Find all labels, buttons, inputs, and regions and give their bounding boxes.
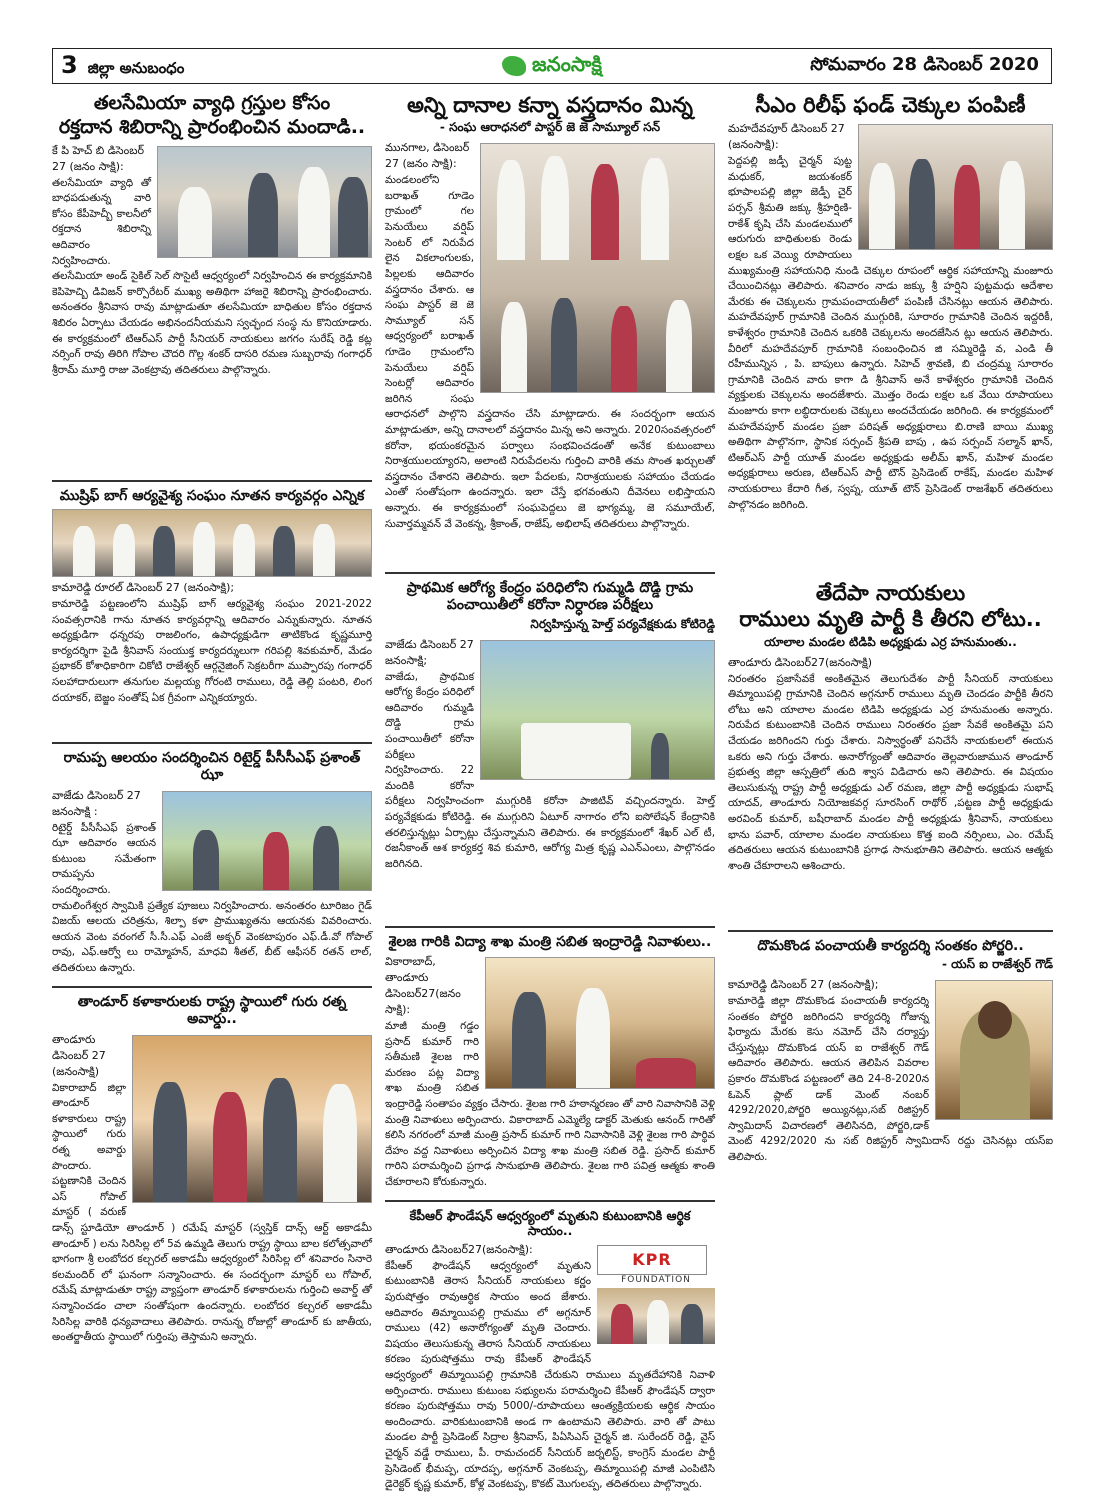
article-corona-tests — [385, 566, 715, 916]
kpr-logo-sub: FOUNDATION — [621, 1274, 691, 1285]
divider — [385, 1200, 715, 1202]
person-figure — [338, 177, 368, 257]
article-cm-relief-fund — [728, 92, 1053, 562]
kpr-logo — [597, 1245, 707, 1275]
person-figure — [153, 1082, 187, 1202]
divider — [385, 572, 715, 574]
headline-line-2: రక్తదాన శిబిరాన్ని ప్రారంభించిన మందాడి.. — [58, 115, 366, 138]
article-clothes-donation — [385, 92, 715, 562]
article-body: మండలంలోని బరాఖత్ గూడెం గ్రామంలో గల పెనుయేలు వర్షిప్ సెంటర్ లో నిరుపేద లైన వికలాంగులకు, పిల్లలకు ఆదివారం వస్త్రదానం చేశారు. ఆ సంఘ పాస్టర్ జె జె సామ్యూల్ సన్ ఆధ్వర్యంలో బరాఖత్ గూడెం గ్రామంలోని పెనుయేలు వర్షిప్ సెంటర్లో ఆదివారం జరిగిన సంఘ ఆరాధనలో పాల్గొని వస్త్రదానం చేసి మాట్లాడారు. ఈ సందర్భంగా ఆయన మాట్లాడుతూ, అన్ని దానాలలో వస్త్రదానం మిన్న అని అన్నారు. 2020సంవత్సరంలో కరోనా, భయంకరమైన పర్వాలు సంభవించడంతో అనేక కుటుంబాలు నిరాశ్రయులయ్యారని, అలాంటి నిరుపేదలను గుర్తించి వారికి తమ సొంత ఖర్చులతో వస్త్రదానం చేశారని తెలిపారు. ఇలా పేదలకు, నిరాశ్రయులకు సహాయం చేయడం ఎంతో సంతోషంగా ఉందన్నారు. ఇలా చేస్తే భగవంతుని దీవెనలు లభిస్తాయని అన్నారు. ఈ కార్యక్రమంలో సంఘపెద్దలు జె భాగ్యమ్మ, జె సమూయేల్, సువార్తమ్మవన్ వే వెంకన్న, శ్రీకాంత్, రాజేష్, అభిలాష్ తదితరులు పాల్గొన్నారు. — [385, 174, 715, 530]
person-figure — [193, 522, 215, 576]
subheadline: - సంఘ ఆరాధనలో పాస్టర్ జె జె సామ్యూల్ సన్ — [439, 120, 661, 135]
article-kpr-foundation — [385, 1194, 715, 1491]
dateline: తాండూరు డిసెంబర్ 27 (జనంసాక్షి) — [52, 1032, 106, 1078]
person-figure — [193, 830, 219, 890]
headline: తేదేపా నాయకులు — [815, 581, 966, 605]
article-ramappa — [52, 736, 372, 976]
person-figure — [512, 992, 546, 1088]
dateline: తాండూరు డిసెంబర్27(జనంసాక్షి): — [385, 1242, 533, 1256]
dateline: వాజేడు డిసెంబర్ 27 జనంసాక్షి : — [52, 788, 141, 818]
person-figure — [497, 160, 525, 260]
article-body: కేపీఆర్ ఫౌండేషన్ ఆధ్వర్యంలో మృతుని కుటుంబానికి తెరాస సీనియర్ నాయకులు కర్ణం పురుషోత్తం రావుఆర్థిక సాయం అంద జేశారు. ఆదివారం తిమ్మాయిపల్లి గ్రామము లో అగ్గనూర్ రాములు (42) అనారోగ్యంతో మృతి చెందారు. విషయం తెలుసుకున్న తెరాస సీనియర్ నాయకులు కరణం పురుషోత్తము రావు కేపీఆర్ ఫౌండేషన్ ఆధ్వర్యంలో తిమ్మాయిపల్లి గ్రామానికి చేరుకుని రాములు మృతదేహానికి నివాళి అర్పించారు. రాములు కుటుంబ సభ్యులను పరామర్శించి కేపీఆర్ ఫౌండేషన్ ద్వారా కరణం పురుషోత్తము రావు 5000/-రూపాయలు ఆంత్యక్రియలకు ఆర్థిక సాయం అందించారు. వారికుటుంబానికి అండ గా ఉంటామని తెలిపారు. వారి తో పాటు మండల పార్టీ ప్రెసిడెంట్ సిద్రాల శ్రీనివాస్, పిఏసిఎస్ చైర్మన్ జి. సురేందర్ రెడ్డి, వైస్ చైర్మన్ వడ్డే రాములు, పీ. రామచందర్ సీనియర్ జర్నలిస్ట్, కాంగ్రెస్ మండల పార్టీ ప్రెసిడెంట్ భీమప్ప, యాదప్ప, అగ్గనూర్ వెంకటప్ప, తిమ్మాయిపల్లి మాజీ ఎంపిటిసి డైరెక్టర్ కృష్ణ కుమార్, కోళ్ల వెంకటప్ప, కొకట్ మొగులప్ప, తదితరులు పాల్గొన్నారు. — [385, 1259, 715, 1491]
person-figure — [313, 524, 335, 576]
headline: ప్రాథమిక ఆరోగ్య కేంద్రం పరిధిలోని గుమ్మడి దొడ్డి గ్రామ — [406, 579, 694, 596]
person-figure — [576, 988, 610, 1088]
photo-kpr — [597, 1288, 715, 1344]
person-figure — [113, 524, 135, 576]
dateline: మునగాల, డిసెంబర్ 27 (జనం సాక్షి): — [385, 141, 470, 171]
dateline: కామారెడ్డి రూరల్ డిసెంబర్ 27 (జనంసాక్షి); — [52, 581, 235, 594]
person-figure — [233, 524, 255, 576]
face-shape — [978, 1001, 1012, 1039]
headline-line-2: పంచాయితీలో కరోనా నిర్ధారణ పరీక్షలు — [446, 597, 654, 613]
person-figure — [178, 187, 212, 257]
article-body: రిటైర్డ్ పీసీసీఎఫ్ ప్రశాంత్ ఝా ఆదివారం ఆయన కుటుంబ సమేతంగా రామప్పను సందర్శించారు. రామలింగేశ్వర స్వామికి ప్రత్యేక పూజలు నిర్వహించారు. అనంతరం టూరిజం గైడ్ విజయ్ ఆలయ చరిత్రను, శిల్పా కళా ప్రాముఖ్యతను ఆయనకు వివరించారు. ఆయన వెంట వరంగల్ సీ.సీ.ఎఫ్ ఎంజే అక్బర్ వెంకటాపురం ఎఫ్.డీ.వో గోపాల్ రావు, ఎఫ్.ఆర్వో లు రామ్మోహన్, మాధవి శీతల్, బీట్ ఆఫీసర్ రతన్ లాల్, తదితరులు ఉన్నారు. — [52, 821, 372, 974]
person-figure — [909, 159, 935, 249]
article-body: వాజేడు, ప్రాథమిక ఆరోగ్య కేంద్రం పరిధిలో ఆదివారం గుమ్మడి దొడ్డి గ్రామ పంచాయితీలో కరోనా పరీక్షలు నిర్వహించారు. 22 మందికి కరోనా పరీక్షలు నిర్వహించంగా ముగ్గురికి కరోనా పాజిటివ్ వచ్చిందన్నారు. హెల్త్ పర్యవేక్షకుడు కోటిరెడ్డి. ఈ ముగ్గురిని ఏటూర్ నాగారం లోని ఐసోలేషన్ కేంద్రానికి తరలిస్తున్నట్లు ఏర్పాట్లు చేస్తున్నామని తెలిపారు. ఈ కార్యక్రమంలో శేఖర్ ఎల్ టీ, రజనీకాంత్ ఆశ కార్యకర్త శివ కుమారి, ఆరోగ్య మిత్ర కృష్ణ ఎఎన్ఎంలు, పాల్గొనడం జరిగినది. — [385, 670, 715, 870]
divider — [52, 742, 372, 744]
masthead-left — [53, 51, 452, 81]
masthead — [52, 48, 1052, 84]
flowers-shape — [636, 1058, 696, 1088]
logo-text: జనంసాక్షి — [532, 51, 602, 76]
headline-line-2: రాములు మృతి పార్టీ కి తీరని లోటు.. — [739, 607, 1042, 632]
headline: రామప్ప ఆలయం సందర్శించిన రిటైర్డ్ పీసీసీఎఫ్ ప్రశాంత్ ఝా — [63, 749, 361, 783]
headline: దొమకొండ పంచాయతీ కార్యదర్శి సంతకం పోర్జరి.. — [757, 937, 1024, 954]
headline: ముష్రిఫ్ బాగ్ ఆర్యవైశ్య సంఘం నూతన కార్యవర్గం ఎన్నిక — [59, 487, 365, 504]
kpr-logo-text: KPR — [632, 1250, 672, 1270]
section-name: జిల్లా అనుబంధం — [87, 59, 185, 77]
person-figure — [263, 1078, 297, 1202]
person-figure — [551, 298, 577, 392]
dateline: వాజేడు డిసెంబర్ 27 జనంసాక్షి; — [385, 637, 474, 667]
headline: తలసేమియా వ్యాధి గ్రస్తుల కోసం — [93, 92, 331, 114]
person-figure — [666, 300, 692, 392]
kpr-logo-block — [597, 1245, 715, 1349]
issue-date: సోమవారం 28 డిసెంబర్ 2020 — [810, 53, 1039, 75]
photo-church-event — [480, 143, 715, 393]
dateline: కామారెడ్డి డిసెంబర్ 27 (జనంసాక్షి); — [728, 978, 879, 991]
person-figure — [954, 165, 980, 249]
page-number: 3 — [61, 51, 78, 79]
article-body: తలసేమియా వ్యాధి తో బాధపడుతున్న వారి కోసం కేపీహెచ్బీ కాలనీలో రక్తదాన శిబిరాన్ని ఆదివారం నిర్వహించారు. తలసేమియా అండ్ సైకిల్ సెల్ సొసైటీ ఆధ్వర్యంలో నిర్వహించిన ఈ కార్యక్రమానికి కెపిహెచ్బి డివిజన్ కార్పొరేటర్ ముఖ్య అతిథిగా హాజరై శిబిరాన్ని ప్రారంభించారు. అనంతరం శ్రీనివాస రావు మాట్లాడుతూ తలసేమియా బాధితుల కోసం రక్తదాన శిబిరం ఏర్పాటు చేయడం అభినందనీయమని స్వచ్ఛంద సంస్థ ను కొనియాడారు. ఈ కార్యక్రమంలో టిఆర్ఎస్ పార్టీ సీనియర్ నాయకులు జగగం సురేష్ రెడ్డి కట్ల నర్సింగ్ రావు తిరిగి గోపాల చౌదరి గొల్ల శంకర్ దాసరి రమణ సుబ్బరావు గంగాధర్ శ్రీరామ్ మూర్తి రాజు వెంకట్రావు తదితరులు పాల్గొన్నారు. — [52, 176, 372, 376]
headline: కేపీఆర్ ఫౌండేషన్ ఆధ్వర్యంలో మృతుని కుటుంబానికి ఆర్థిక సాయం.. — [409, 1207, 691, 1239]
person-figure — [681, 1304, 703, 1344]
person-figure — [73, 526, 95, 576]
person-figure — [611, 1304, 633, 1344]
newspaper-logo — [452, 52, 652, 81]
dateline: తాండూరు డిసెంబర్27(జనంసాక్షి) — [728, 655, 873, 669]
person-figure — [323, 1084, 357, 1202]
article-body: కామారెడ్డి పట్టణంలోని ముష్రిఫ్ బాగ్ ఆర్యవైశ్య సంఘం 2021-2022 సంవత్సరానికి గాను నూతన కార్యవర్గాన్ని ఆదివారం ఎన్నుకున్నారు. నూతన అధ్యక్షుడిగా ధన్నరపు రాజలింగం, ఉపాధ్యక్షుడిగా తాటికొండ కృష్ణమూర్తి కార్యదర్శిగా పైడి శ్రీనివాస్ సంయుక్త కార్యదర్శులుగా గరిపల్లి శివకుమార్, మేడం ప్రభాకర్ కోశాధికారిగా చికోటి రాజేశ్వర్ ఆర్గనైజింగ్ సెక్రటరీగా ముప్పారపు గంగాధర్ సలహాదారులుగా తనుగుల మల్లయ్య గోరంటి రాములు, రెడ్డి తెల్లి పంటరి, లింగ దయాకర్, బెజ్జం సంతోష్ ఏక గ్రీవంగా ఎన్నికయ్యారు. — [52, 598, 372, 704]
person-figure — [248, 173, 278, 257]
dateline: కే పి హెచ్ బి డిసెంబర్ 27 (జనం సాక్షి): — [52, 143, 144, 173]
headline: సీఎం రిలీఫ్ ఫండ్ చెక్కుల పంపిణీ — [755, 93, 1026, 117]
photo-tribute — [485, 957, 715, 1089]
telangana-map-icon — [502, 56, 526, 76]
photo-blood-donation — [157, 146, 372, 258]
person-figure — [651, 733, 669, 779]
photo-cheque-distribution — [858, 124, 1053, 250]
subheadline: నిర్వహిస్తున్న హెల్త్ పర్యవేక్షకుడు కోటిరెడ్డి — [530, 616, 715, 631]
photo-health-centre — [480, 640, 715, 780]
person-figure — [999, 161, 1025, 249]
person-figure — [273, 526, 295, 576]
person-figure — [591, 164, 619, 260]
headline: అన్ని దానాల కన్నా వస్త్రదానం మిన్న — [407, 93, 693, 117]
divider — [385, 926, 715, 928]
subheadline: యాలాల మండల టిడిపి అధ్యక్షుడు ఎర్ర హనుమంతు.. — [764, 634, 1017, 649]
person-figure — [313, 826, 339, 890]
dateline: మహదేవపూర్ డిసెంబర్ 27 (జనంసాక్షి): — [728, 122, 845, 152]
headline: తాండూర్ కళాకారులకు రాష్ట్ర స్థాయిలో గురు రత్న అవార్డు.. — [77, 993, 347, 1027]
article-body: నిరంతరం ప్రజాసేవకే అంకితమైన తెలుగుదేశం పార్టీ సీనియర్ నాయకులు తిమ్మాయిపల్లి గ్రామానికి చెందిన అగ్గనూర్ రాములు మృతి చెందడం పార్టీకి తీరని లోటు అని యాలాల మండల టిడిపి అధ్యక్షుడు ఎర్ర హనుమంతు అన్నారు. నిరుపేద కుటుంబానికి చెందిన రాములు నిరంతరం ప్రజా సేవకే అంకితమై పని చేయడం జరిగిందని గుర్తు చేశారు. నిస్వార్థంతో పనిచేసే నాయకులలో ఈయన ఒకరు అని గుర్తు చేశారు. అనారోగ్యంతో ఆదివారం తెల్లవారుజామున తాండూర్ ప్రభుత్వ జిల్లా ఆస్పత్రిలో తుది శ్వాస విడిచారు అని తెలిపారు. ఈ విషయం తెలుసుకున్న రాష్ట్ర పార్టీ అధ్యక్షుడు ఎల్ రమణ, జిల్లా పార్టీ అధ్యక్షుడు సుభాష్ యాదవ్, తాండూరు నియోజకవర్గ సూరసింగ్ రాథోర్ ,పట్టణ పార్టీ అధ్యక్షుడు అరవింద్ కుమార్, బషీరాబాద్ మండల పార్టీ అధ్యక్షుడు శ్రీనివాస్, నాయకులు భాను పవార్, యాలాల మండల నాయకులు కొత్త ఐంది నర్సింలు, ఎం. రమేష్ తదితరులు ఆయన కుటుంబానికి ప్రగాఢ సానుభూతిని తెలిపారు. ఆయన ఆత్మకు శాంతి చేకూరాలని ఆశించారు. — [728, 672, 1053, 872]
person-figure — [213, 1092, 247, 1202]
article-body: వికారాబాద్ జిల్లా తాండూర్ కళాకారులు రాష్ట్ర స్థాయిలో గురు రత్న అవార్డు పొందారు. పట్టణానికి చెందిన ఎస్ గోపాల్ మాస్టర్ ( వరుణ్ డాన్స్ స్టూడియో తాండూర్ ) రమేష్ మాస్టర్ (స్వస్తిక్ దాన్స్ ఆర్ట్ అకాడమీ తాండూర్ ) లను సిరిసిల్ల లో 5వ ఉమ్మడి తెలుగు రాష్ట్ర స్థాయి బాల కలోత్సవాలో భాగంగా శ్రీ లంబోదర కల్చరల్ అకాడమీ ఆధ్వర్యంలో సిరిసిల్ల లో శనివారం సినారె కలమందిర్ లో ఘనంగా సన్మానించారు. ఈ సందర్భంగా మాస్టర్ లు గోపాల్, రమేష్ మాట్లాడుతూ రాష్ట్ర వ్యాప్తంగా తాండూర్ కళాకారులను గుర్తించి అవార్డ్ తో సన్మానించడం చాలా సంతోషంగా ఉందన్నారు. లంబోదర కల్చరల్ అకాడమీ సిరిసిల్ల వారికి ధన్యవాదాలు తెలిపారు. రానున్న రోజుల్లో తాండూర్ కు జాతీయ, అంతర్జాతీయ స్థాయిలో గుర్తింపు తెస్తామని అన్నారు. — [52, 1081, 372, 1344]
divider — [728, 930, 1053, 932]
divider — [52, 986, 372, 988]
person-figure — [298, 167, 330, 257]
divider — [52, 480, 372, 482]
photo-temple-visit — [162, 791, 372, 891]
person-figure — [501, 302, 527, 392]
article-body: మాజీ మంత్రి గడ్డం ప్రసాద్ కుమార్ గారి సతీమణి శైలజ గారి మరణం పట్ల విద్యా శాఖ మంత్రి సబిత ఇంద్రారెడ్డి సంతాపం వ్యక్తం చేసారు. శైలజ గారి హఠాన్మరణం తో వారి నివాసానికి వెళ్లి మంత్రి నివాళులు అర్పించారు. వికారాబాద్ ఎమ్మెల్యే డాక్టర్ మెతుకు ఆనంద్ గారితో కలిసి నగరంలో మాజీ మంత్రి ప్రసాద్ కుమార్ గారి నివాసానికి వెళ్లి శైలజ గారి పార్థివ దేహం వద్ద నివాళులు అర్పించిన విద్యా శాఖ మంత్రి సబిత రెడ్డి. ప్రసాద్ కుమార్ గారిని పరామర్శించి ప్రగాఢ సానుభూతి తెలిపారు. శైలజ గారి పవిత్ర ఆత్మకు శాంతి చేకూరాలని కోరుకున్నారు. — [385, 1020, 715, 1189]
person-figure — [641, 158, 669, 260]
headline: శైలజ గారికి విద్యా శాఖ మంత్రి సబిత ఇంద్రారెడ్డి నివాళులు.. — [388, 933, 712, 950]
article-thalassemia — [52, 92, 372, 470]
article-signature-forgery — [728, 924, 1053, 1190]
person-figure — [647, 1300, 669, 1344]
photo-si-portrait — [935, 980, 1053, 1120]
photo-award-ceremony — [132, 1035, 372, 1203]
person-figure — [541, 156, 569, 260]
person-figure — [611, 306, 637, 392]
article-body: పెద్దపల్లి జడ్పీ చైర్మన్ పుట్ట మధుకర్, జయశంకర్ భూపాలపల్లి జిల్లా జెడ్పీ చైర్ పర్సన్ శ్రీమతి జక్కు శ్రీహర్షిణి-రాకేశ్ కృషి చేసి మండలములో ఆరుగురు బాధితులకు రెండు లక్షల ఒక వెయ్యి రూపాయలు ముఖ్యమంత్రి సహాయనిధి నుండి చెక్కుల రూపంలో ఆర్థిక సహాయాన్ని మంజూరు చేయించినట్లు తెలిపారు. శనివారం నాడు జక్కు శ్రీ హర్షిని పుట్టమధు ఆదేశాల మేరకు ఈ చెక్కులను గ్రామపంచాయతీలో పంపిణీ చేసినట్లు ఆయన తెలిపారు. మహదేవపూర్ గ్రామానికి చెందిన ముగ్గురికి, సూరారం గ్రామానికి చెందిన ఇద్దరికీ, కాళేశ్వరం గ్రామానికి చెందిన ఒకరికి చెక్కులను అందజేసిన ట్లు ఆయన తెలిపారు. వీరిలో మహదేవపూర్ గ్రామానికి సంబంధించిన జి సమ్మిరెడ్డి వ, ఎండి తీ రహీమున్నిస , పి. బాపులు ఉన్నారు. సిహెచ్ శ్రావణి, బి చంద్రమ్మ సూరారం గ్రామానికి చెందిన వారు కాగా డి శ్రీనివాస్ అనే కాళేశ్వరం గ్రామానికి చెందిన వ్యక్తులకు చెక్కులను అందజేశారు. మొత్తం రెండు లక్షల ఒక వేయి రూపాయలు మంజూరు కాగా లబ్ధిదారులకు చెక్కులు అందచేయడం జరిగింది. ఈ కార్యక్రమంలో మహదేవపూర్ మండల ప్రజా పరిషత్ అధ్యక్షురాలు బి.రాణి బాయి ముఖ్య అతిథిగా పాల్గొనగా, స్థానిక సర్పంచ్ శ్రీపతి బాపు , ఉప సర్పంచ్ సల్మాన్ ఖాన్, టిఆర్ఎస్ పార్టీ యూత్ మండల అధ్యక్షుడు అలీమ్ ఖాన్, మహిళ మండల అధ్యక్షురాలు అరుణ, టిఆర్ఎస్ పార్టీ టౌన్ ప్రెసిడెంట్ రాకేష్, మండల మహిళ నాయకురాలు కేదారి గీత, స్వప్న, యూత్ టౌన్ ప్రెసిడెంట్ రాజశేఖర్ తదితరులు పాల్గొనడం జరిగింది. — [728, 155, 1053, 511]
article-body: కామారెడ్డి జిల్లా దొమకొండ పంచాయతీ కార్యదర్శి సంతకం పోర్జరి జరిగిందని కార్యదర్శి గోజున్న ఫిర్యాదు మేరకు కెసు నమోద్ చేసి దర్యాప్తు చేస్తున్నట్లు దొమకొండ యస్ ఐ రాజేశ్వర్ గౌడ్ ఆదివారం తెలిపారు. ఆయన తెలిపిన వివరాల ప్రకారం దొమకొండ పట్టణంలో తెది 24-8-2020న ఓపెన్ ప్లాట్ డాక్ మెంట్ నంబర్ 4292/2020,పోర్జరి అయ్యినట్లు,సబ్ రిజిస్ట్రర్ స్వామిదాస్ విచారణలో తెలిసినది, పోర్జరి,డాక్ మెంట్ 4292/2020 ను సబ్ రిజిస్ట్రర్ స్వామిదాస్ రద్దు చెసినట్లు యస్ఐ తెలిపారు. — [728, 995, 1053, 1164]
article-guru-ratna-award — [52, 980, 372, 1380]
subheadline: - యస్ ఐ రాజేశ్వర్ గౌడ్ — [942, 957, 1053, 971]
dateline: వికారాబాద్, తాండూరు డిసెంబర్27(జనం సాక్షి): — [385, 955, 461, 1016]
photo-group — [52, 509, 372, 577]
article-arya-vysya — [52, 474, 372, 732]
person-figure — [263, 832, 289, 890]
person-figure — [153, 526, 175, 576]
building-shape — [521, 723, 631, 779]
article-tdp-leader — [728, 580, 1053, 920]
article-sailaja-tribute — [385, 920, 715, 1190]
person-figure — [869, 163, 895, 249]
